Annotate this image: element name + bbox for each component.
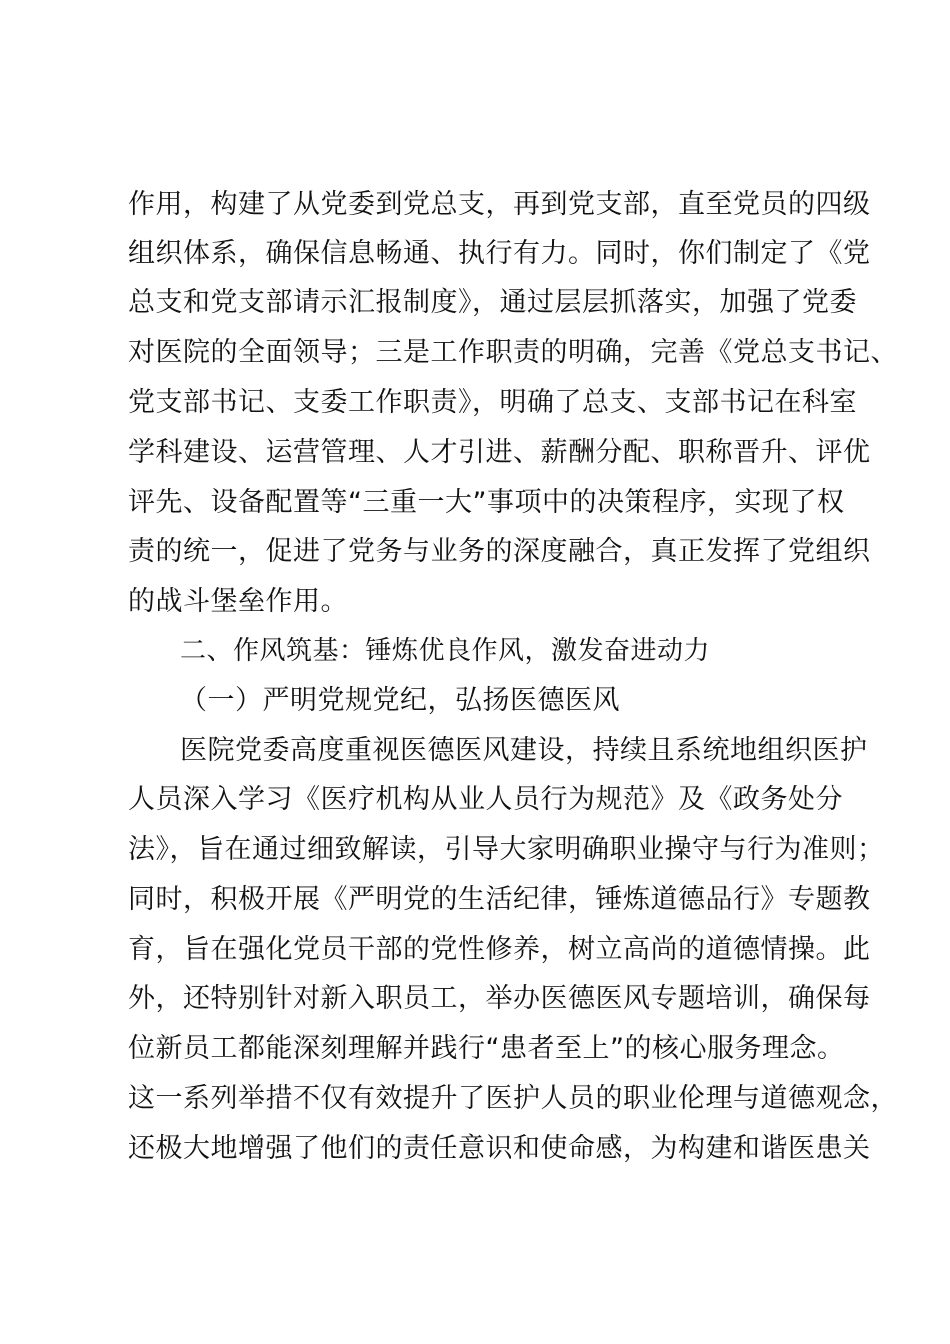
- paragraph-line: 还极大地增强了他们的责任意识和使命感，为构建和谐医患关: [128, 1133, 871, 1164]
- paragraph-line: 责的统一，促进了党务与业务的深度融合，真正发挥了党组织: [128, 536, 871, 567]
- paragraph-line: 人员深入学习《医疗机构从业人员行为规范》及《政务处分: [128, 784, 843, 815]
- paragraph-line: 组织体系，确保信息畅通、执行有力。同时，你们制定了《党: [128, 238, 871, 269]
- subsection-heading: （一）严明党规党纪，弘扬医德医风: [180, 685, 620, 716]
- paragraph-line: 位新员工都能深刻理解并践行“患者至上”的核心服务理念。: [128, 1033, 845, 1064]
- paragraph-line: 评先、设备配置等“三重一大”事项中的决策程序，实现了权: [128, 487, 845, 518]
- paragraph-line: 育，旨在强化党员干部的党性修养，树立高尚的道德情操。此: [128, 934, 871, 965]
- paragraph-line: 的战斗堡垒作用。: [128, 586, 348, 617]
- paragraph-line: 外，还特别针对新入职员工，举办医德医风专题培训，确保每: [128, 983, 871, 1014]
- paragraph-line: 医院党委高度重视医德医风建设，持续且系统地组织医护: [180, 735, 868, 766]
- paragraph-line: 党支部书记、支委工作职责》，明确了总支、支部书记在科室: [128, 387, 857, 418]
- paragraph-line: 同时，积极开展《严明党的生活纪律，锤炼道德品行》专题教: [128, 884, 871, 915]
- paragraph-line: 法》，旨在通过细致解读，引导大家明确职业操守与行为准则；: [128, 834, 885, 865]
- paragraph-line: 作用，构建了从党委到党总支，再到党支部，直至党员的四级: [128, 189, 871, 220]
- paragraph-line: 学科建设、运营管理、人才引进、薪酬分配、职称晋升、评优: [128, 437, 871, 468]
- section-heading: 二、作风筑基：锤炼优良作风，激发奋进动力: [180, 636, 711, 666]
- paragraph-line: 这一系列举措不仅有效提升了医护人员的职业伦理与道德观念，: [128, 1083, 898, 1114]
- paragraph-line: 对医院的全面领导；三是工作职责的明确，完善《党总支书记、: [128, 337, 898, 368]
- paragraph-line: 总支和党支部请示汇报制度》，通过层层抓落实，加强了党委: [128, 287, 857, 318]
